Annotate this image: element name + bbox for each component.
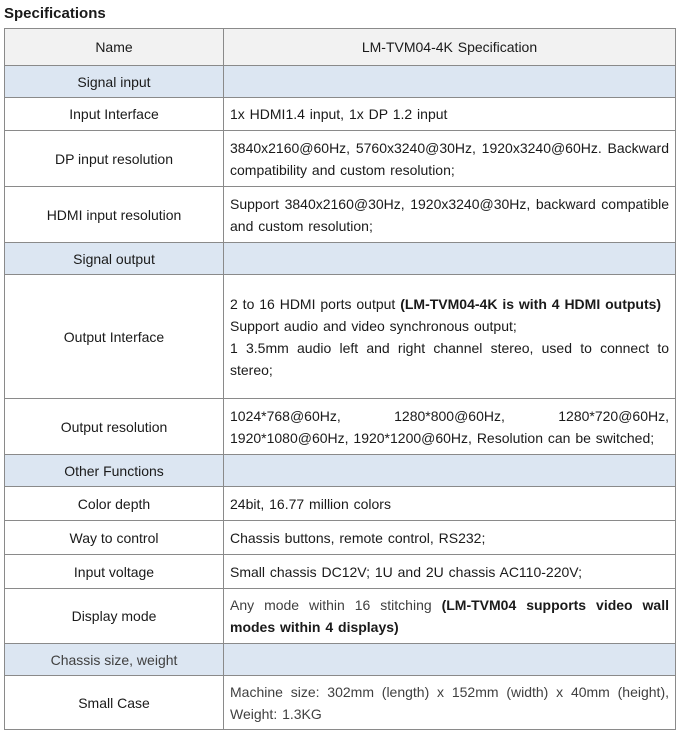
row-name: Output resolution	[5, 399, 224, 455]
table-row	[5, 275, 676, 399]
table-row	[5, 98, 676, 131]
specifications-table	[4, 28, 676, 730]
output-interface-bold-note: (LM-TVM04-4K is with 4 HDMI outputs)	[400, 295, 662, 312]
row-name: Color depth	[5, 487, 224, 521]
row-name: Input voltage	[5, 555, 224, 589]
table-row	[5, 555, 676, 589]
row-value: Support 3840x2160@30Hz, 1920x3240@30Hz, backward compatible and custom resolution;	[224, 187, 676, 243]
section-label: Other Functions	[5, 455, 224, 487]
table-row	[5, 131, 676, 187]
table-row	[5, 589, 676, 644]
section-empty-cell	[224, 455, 676, 487]
section-empty-cell	[224, 243, 676, 275]
row-value	[224, 589, 676, 644]
row-value: 24bit, 16.77 million colors	[224, 487, 676, 521]
row-value: Small chassis DC12V; 1U and 2U chassis AC110-220V;	[224, 555, 676, 589]
table-header-row	[5, 29, 676, 66]
row-name: DP input resolution	[5, 131, 224, 187]
output-interface-text: 2 to 16 HDMI ports output	[230, 295, 401, 312]
section-row-other-functions	[5, 455, 676, 487]
header-name-cell: Name	[5, 29, 224, 66]
row-value: Chassis buttons, remote control, RS232;	[224, 521, 676, 555]
row-name: Input Interface	[5, 98, 224, 131]
row-name: Output Interface	[5, 275, 224, 399]
section-label: Signal input	[5, 66, 224, 98]
row-name: Small Case	[5, 676, 224, 730]
section-row-chassis	[5, 644, 676, 676]
row-value	[224, 275, 676, 399]
section-label: Chassis size, weight	[5, 644, 224, 676]
section-label: Signal output	[5, 243, 224, 275]
row-value: 3840x2160@60Hz, 5760x3240@30Hz, 1920x3240@60Hz. Backward compatibility and custom resolution;	[224, 131, 676, 187]
table-row	[5, 187, 676, 243]
table-row	[5, 399, 676, 455]
section-empty-cell	[224, 644, 676, 676]
row-name: HDMI input resolution	[5, 187, 224, 243]
output-interface-stereo: 1 3.5mm audio left and right channel stereo, used to connect to stereo;	[230, 339, 669, 378]
row-value: 1024*768@60Hz, 1280*800@60Hz, 1280*720@60Hz, 1920*1080@60Hz, 1920*1200@60Hz, Resolution can be switched;	[224, 399, 676, 455]
display-mode-text: Any mode within 16 stitching	[230, 597, 442, 613]
row-name: Way to control	[5, 521, 224, 555]
display-mode-bold-note: (LM-TVM04 supports video wall modes within 4 displays)	[230, 597, 669, 635]
row-value: Machine size: 302mm (length) x 152mm (width) x 40mm (height), Weight: 1.3KG	[224, 676, 676, 730]
table-row	[5, 676, 676, 730]
section-empty-cell	[224, 66, 676, 98]
table-row	[5, 487, 676, 521]
row-name: Display mode	[5, 589, 224, 644]
header-spec-cell: LM-TVM04-4K Specification	[224, 29, 676, 66]
row-value: 1x HDMI1.4 input, 1x DP 1.2 input	[224, 98, 676, 131]
section-row-signal-output	[5, 243, 676, 275]
section-row-signal-input	[5, 66, 676, 98]
page-title: Specifications	[4, 5, 106, 22]
table-row	[5, 521, 676, 555]
output-interface-audio-sync: Support audio and video synchronous output;	[230, 317, 517, 334]
